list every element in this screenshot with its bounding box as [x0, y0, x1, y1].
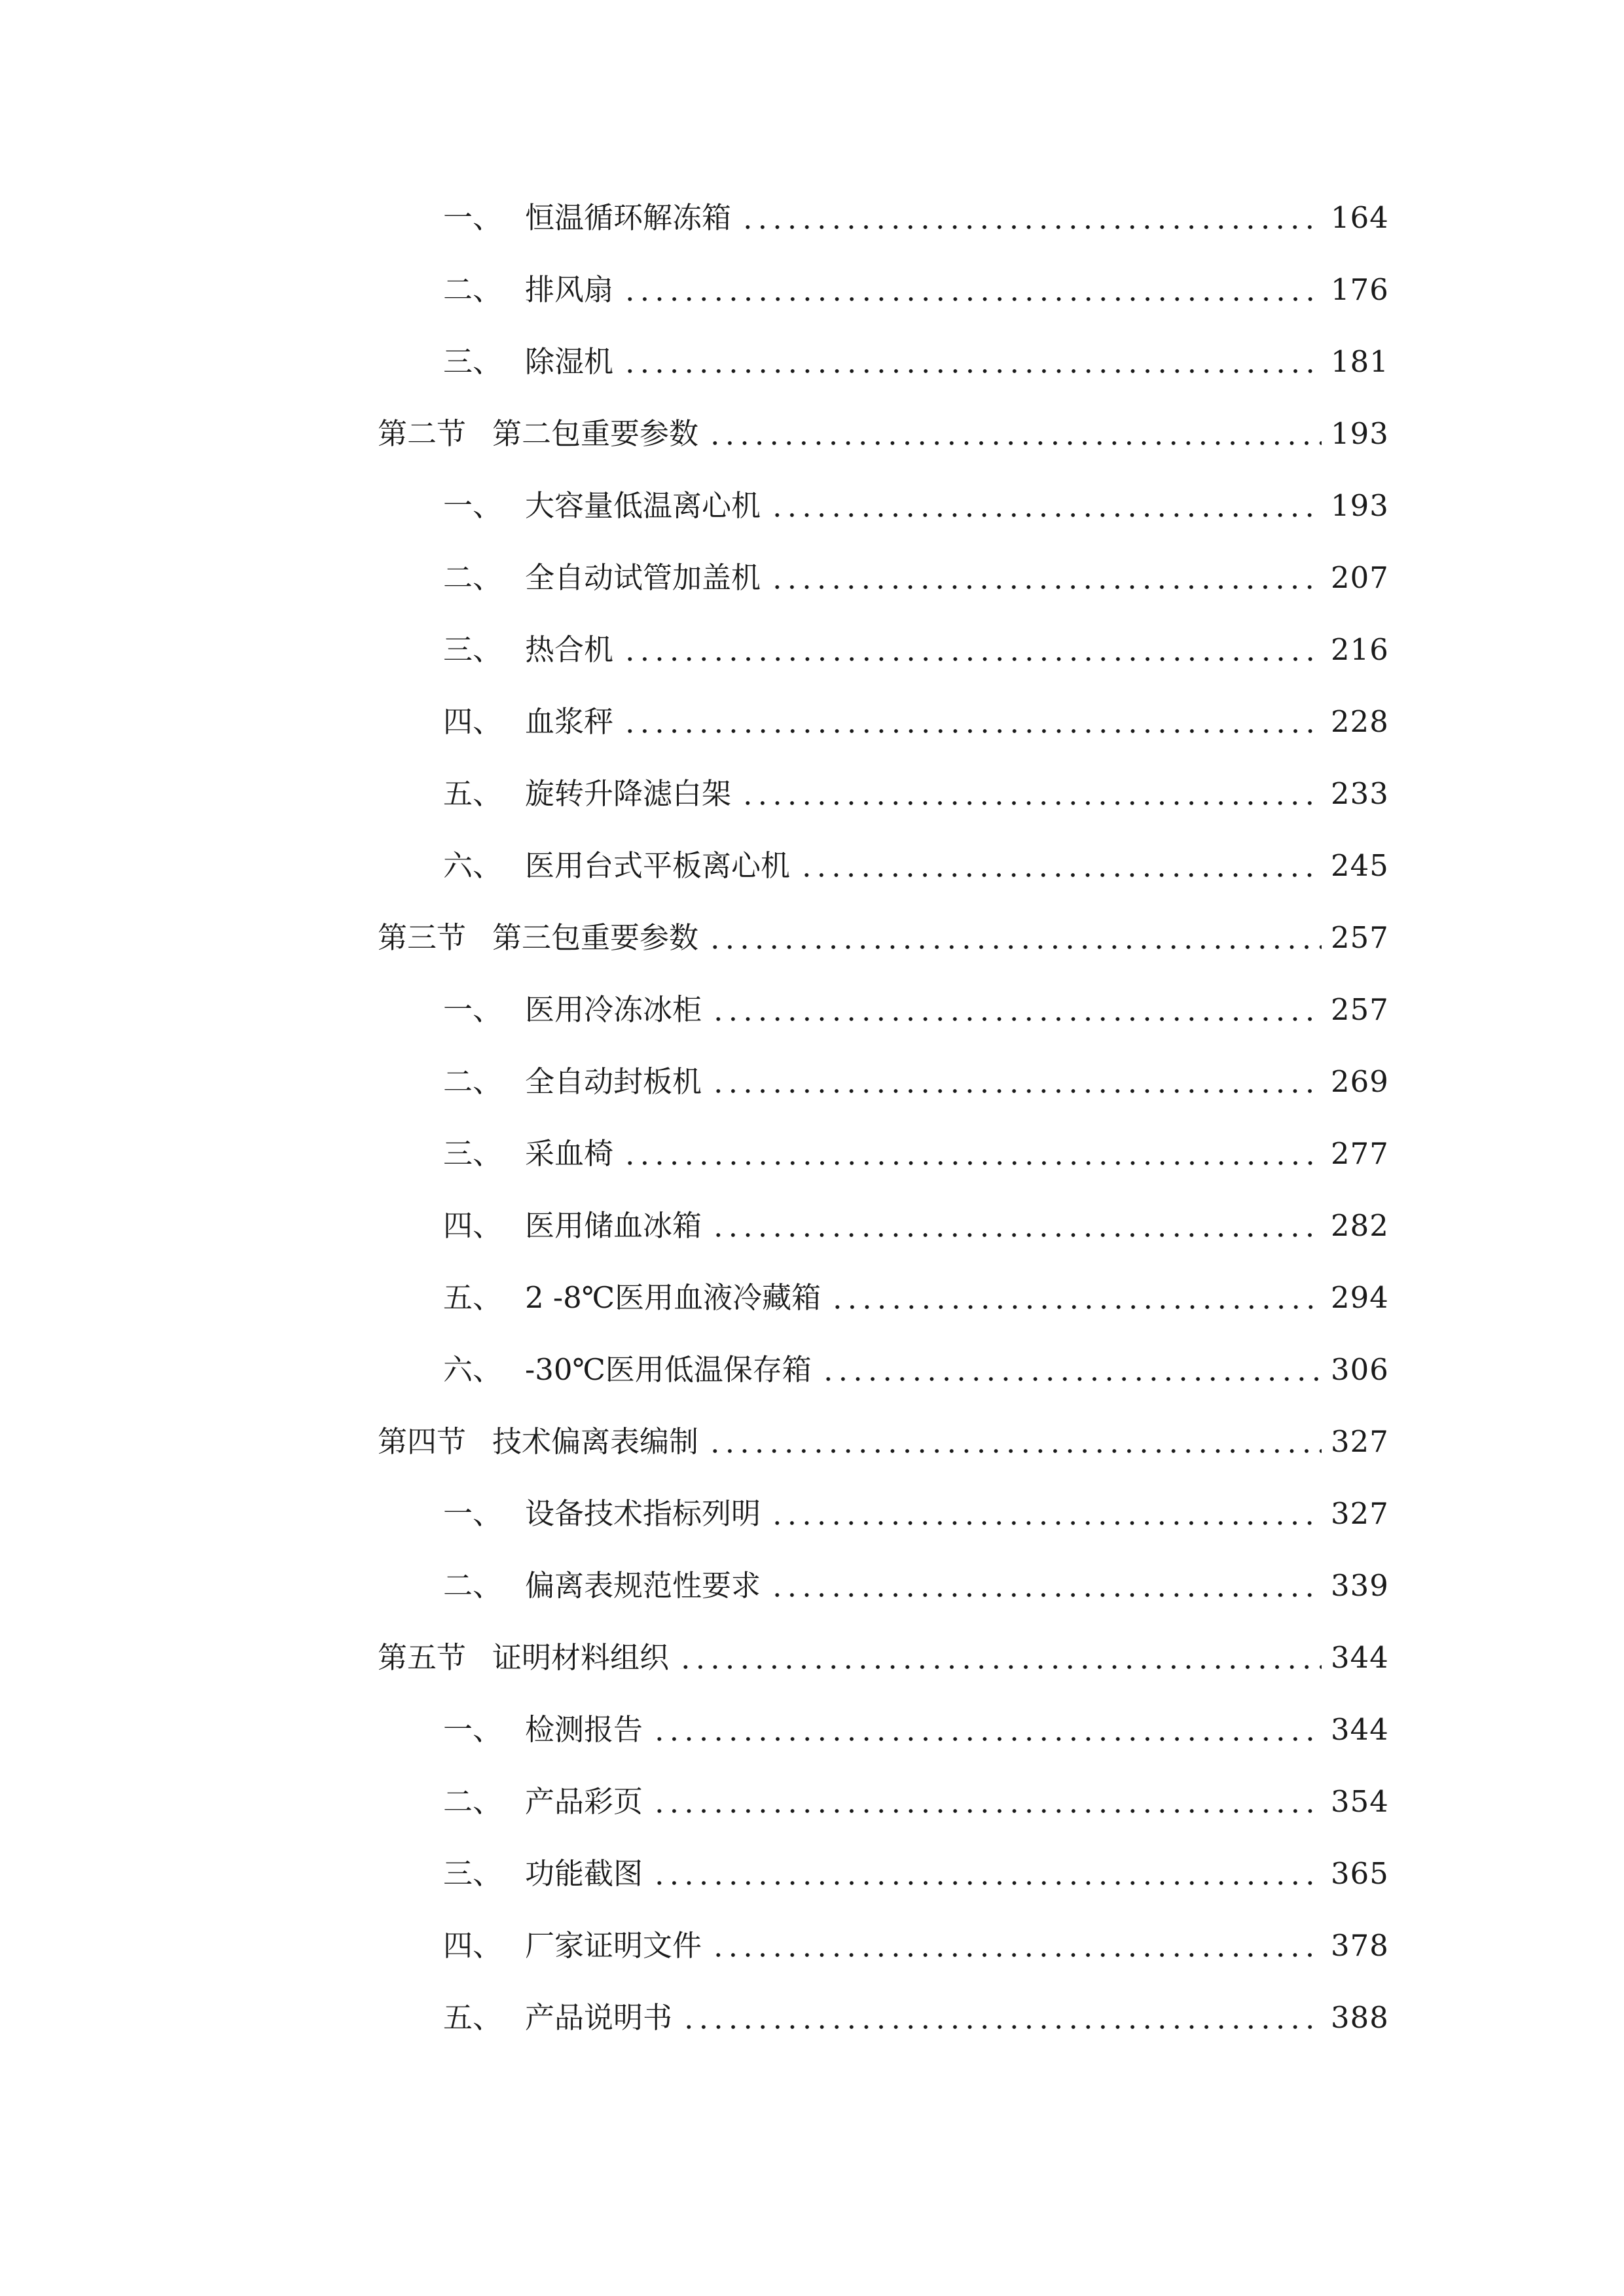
dot-leader — [708, 398, 1322, 470]
toc-entry-title: 医用冷冻冰柜 — [525, 992, 702, 1027]
dot-leader — [770, 1478, 1322, 1550]
toc-entry[interactable] — [378, 182, 1389, 254]
toc-entry-title: 全自动试管加盖机 — [525, 560, 761, 595]
toc-entry-number: 二、 — [443, 1064, 503, 1099]
toc-entry-page: 269 — [1331, 1064, 1389, 1099]
toc-section-title: 第二包重要参数 — [492, 416, 699, 451]
toc-entry-title: 产品说明书 — [525, 2000, 673, 2035]
toc-entry-title: 全自动封板机 — [525, 1064, 702, 1099]
toc-entry-title: 医用储血冰箱 — [525, 1208, 702, 1243]
toc-entry-title: 设备技术指标列明 — [525, 1496, 761, 1531]
toc-entry-page: 207 — [1331, 560, 1389, 595]
toc-entry-title: 医用台式平板离心机 — [525, 848, 791, 883]
toc-section-title: 技术偏离表编制 — [492, 1424, 699, 1459]
toc-entry-page: 365 — [1331, 1856, 1389, 1891]
toc-entry[interactable] — [378, 1982, 1389, 2054]
toc-entry-title: 厂家证明文件 — [525, 1928, 702, 1963]
toc-entry-page: 327 — [1331, 1424, 1389, 1459]
dot-leader — [821, 1334, 1322, 1406]
toc-section-number: 第五节 — [378, 1640, 467, 1675]
toc-entry-page: 327 — [1331, 1496, 1389, 1531]
dot-leader — [623, 1118, 1322, 1190]
toc-entry-number: 二、 — [443, 1784, 503, 1819]
dot-leader — [770, 1550, 1322, 1622]
table-of-contents — [378, 182, 1389, 2054]
toc-entry-number: 一、 — [443, 1712, 503, 1747]
toc-entry[interactable] — [378, 830, 1389, 902]
toc-section-title: 证明材料组织 — [492, 1640, 670, 1675]
dot-leader — [740, 758, 1322, 830]
toc-entry-number: 五、 — [443, 2000, 503, 2035]
toc-entry-page: 294 — [1331, 1280, 1389, 1315]
toc-entry[interactable] — [378, 1766, 1389, 1838]
toc-section-number: 第四节 — [378, 1424, 467, 1459]
toc-entry[interactable] — [378, 1118, 1389, 1190]
dot-leader — [711, 1190, 1322, 1262]
dot-leader — [678, 1622, 1322, 1694]
toc-entry-page: 193 — [1331, 416, 1389, 451]
toc-entry-page: 193 — [1331, 488, 1389, 523]
toc-entry-page: 344 — [1331, 1640, 1389, 1675]
toc-entry-title: 2 -8℃医用血液冷藏箱 — [525, 1280, 821, 1315]
dot-leader — [623, 326, 1322, 398]
toc-section-entry[interactable] — [378, 902, 1389, 974]
dot-leader — [623, 614, 1322, 686]
toc-entry[interactable] — [378, 470, 1389, 542]
toc-entry-number: 一、 — [443, 488, 503, 523]
toc-entry-number: 四、 — [443, 1208, 503, 1243]
toc-entry-number: 二、 — [443, 1568, 503, 1603]
toc-entry-number: 四、 — [443, 1928, 503, 1963]
dot-leader — [711, 974, 1322, 1046]
toc-entry[interactable] — [378, 1694, 1389, 1766]
toc-entry-number: 四、 — [443, 704, 503, 739]
toc-entry[interactable] — [378, 1190, 1389, 1262]
toc-entry[interactable] — [378, 326, 1389, 398]
toc-entry[interactable] — [378, 1478, 1389, 1550]
dot-leader — [711, 1910, 1322, 1982]
toc-entry-title: 血浆秤 — [525, 704, 614, 739]
toc-entry[interactable] — [378, 686, 1389, 758]
toc-entry-number: 三、 — [443, 632, 503, 667]
toc-entry-page: 257 — [1331, 992, 1389, 1027]
toc-entry-number: 二、 — [443, 272, 503, 307]
toc-entry-title: 旋转升降滤白架 — [525, 776, 732, 811]
toc-entry-number: 一、 — [443, 200, 503, 235]
toc-entry-number: 五、 — [443, 1280, 503, 1315]
toc-entry-page: 164 — [1331, 200, 1389, 235]
toc-entry[interactable] — [378, 1334, 1389, 1406]
toc-entry-page: 282 — [1331, 1208, 1389, 1243]
toc-entry-number: 五、 — [443, 776, 503, 811]
dot-leader — [623, 686, 1322, 758]
toc-entry-title: 热合机 — [525, 632, 614, 667]
toc-entry-title: 偏离表规范性要求 — [525, 1568, 761, 1603]
toc-entry-page: 388 — [1331, 2000, 1389, 2035]
toc-entry-page: 277 — [1331, 1136, 1389, 1171]
toc-entry-page: 181 — [1331, 344, 1389, 379]
toc-entry[interactable] — [378, 1910, 1389, 1982]
toc-entry-number: 二、 — [443, 560, 503, 595]
toc-entry-number: 一、 — [443, 1496, 503, 1531]
toc-entry-number: 三、 — [443, 344, 503, 379]
toc-entry-page: 245 — [1331, 848, 1389, 883]
toc-entry-title: 采血椅 — [525, 1136, 614, 1171]
dot-leader — [708, 1406, 1322, 1478]
toc-entry-page: 344 — [1331, 1712, 1389, 1747]
dot-leader — [830, 1262, 1322, 1334]
toc-entry-page: 216 — [1331, 632, 1389, 667]
toc-entry-number: 三、 — [443, 1856, 503, 1891]
toc-entry-page: 233 — [1331, 776, 1389, 811]
toc-entry-title: 大容量低温离心机 — [525, 488, 761, 523]
toc-entry[interactable] — [378, 542, 1389, 614]
dot-leader — [652, 1838, 1322, 1910]
toc-entry-page: 339 — [1331, 1568, 1389, 1603]
toc-entry-title: 产品彩页 — [525, 1784, 643, 1819]
toc-entry[interactable] — [378, 1838, 1389, 1910]
toc-entry-title: -30℃医用低温保存箱 — [525, 1352, 812, 1387]
toc-entry-number: 一、 — [443, 992, 503, 1027]
toc-entry-page: 354 — [1331, 1784, 1389, 1819]
toc-entry-number: 三、 — [443, 1136, 503, 1171]
toc-entry[interactable] — [378, 1046, 1389, 1118]
toc-entry[interactable] — [378, 758, 1389, 830]
dot-leader — [652, 1766, 1322, 1838]
toc-section-entry[interactable] — [378, 398, 1389, 470]
dot-leader — [623, 254, 1322, 326]
toc-entry-title: 检测报告 — [525, 1712, 643, 1747]
dot-leader — [770, 542, 1322, 614]
dot-leader — [708, 902, 1322, 974]
toc-entry[interactable] — [378, 614, 1389, 686]
toc-section-entry[interactable] — [378, 1622, 1389, 1694]
toc-section-number: 第三节 — [378, 920, 467, 955]
toc-entry-title: 恒温循环解冻箱 — [525, 200, 732, 235]
toc-entry-title: 除湿机 — [525, 344, 614, 379]
toc-entry[interactable] — [378, 1262, 1389, 1334]
dot-leader — [711, 1046, 1322, 1118]
toc-entry-page: 176 — [1331, 272, 1389, 307]
dot-leader — [740, 182, 1322, 254]
dot-leader — [681, 1982, 1322, 2054]
toc-entry-title: 排风扇 — [525, 272, 614, 307]
dot-leader — [799, 830, 1322, 902]
toc-entry-number: 六、 — [443, 1352, 503, 1387]
dot-leader — [770, 470, 1322, 542]
toc-entry-page: 306 — [1331, 1352, 1389, 1387]
toc-entry[interactable] — [378, 974, 1389, 1046]
toc-entry-page: 228 — [1331, 704, 1389, 739]
toc-entry-title: 功能截图 — [525, 1856, 643, 1891]
toc-entry-page: 378 — [1331, 1928, 1389, 1963]
toc-entry-page: 257 — [1331, 920, 1389, 955]
toc-section-title: 第三包重要参数 — [492, 920, 699, 955]
toc-section-number: 第二节 — [378, 416, 467, 451]
toc-entry[interactable] — [378, 1550, 1389, 1622]
toc-section-entry[interactable] — [378, 1406, 1389, 1478]
toc-entry[interactable] — [378, 254, 1389, 326]
toc-entry-number: 六、 — [443, 848, 503, 883]
dot-leader — [652, 1694, 1322, 1766]
